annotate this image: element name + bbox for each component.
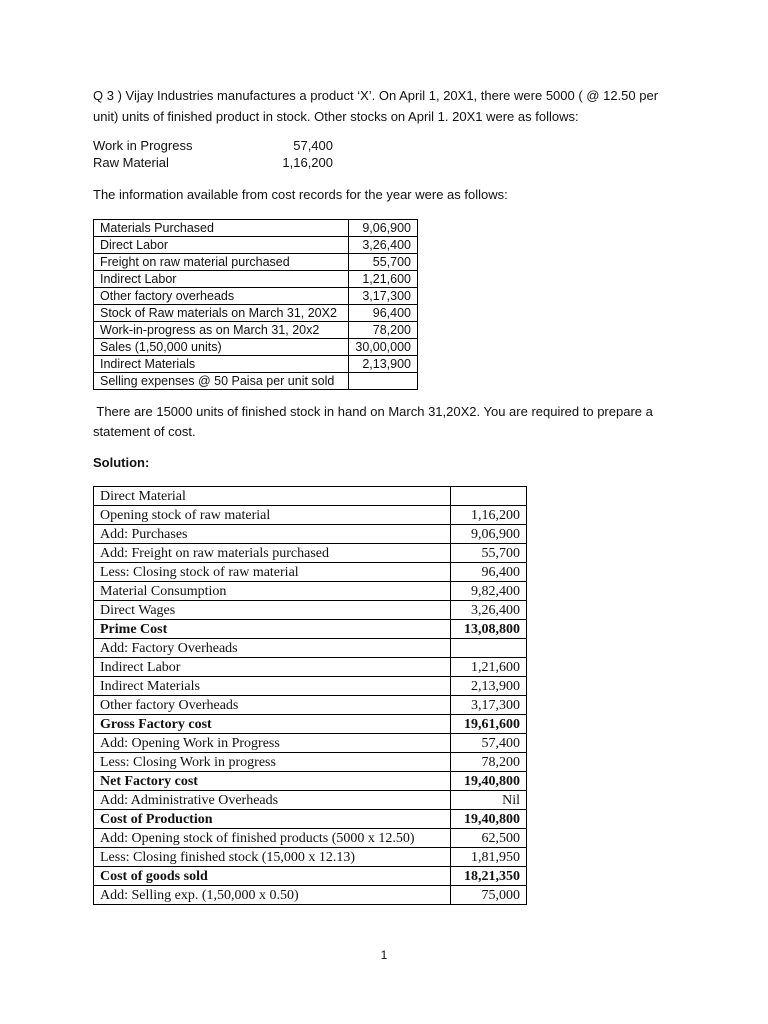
cost-record-row [94,305,418,322]
question-text [93,86,673,127]
cost-record-row [94,237,418,254]
row-label: Opening stock of raw material [94,506,451,525]
stock-label: Raw Material [93,155,169,170]
finished-stock-note [93,402,673,442]
cost-record-row [94,254,418,271]
stock-row-raw-material [93,154,353,171]
row-value: 78,200 [349,322,418,339]
row-value: 75,000 [451,886,527,905]
statement-row [94,696,527,715]
row-label: Add: Freight on raw materials purchased [94,544,451,563]
statement-row [94,639,527,658]
statement-row [94,658,527,677]
statement-row [94,886,527,905]
row-label: Add: Purchases [94,525,451,544]
row-label: Cost of goods sold [94,867,451,886]
row-value: 18,21,350 [451,867,527,886]
row-value: 3,17,300 [451,696,527,715]
statement-row [94,677,527,696]
row-value: 19,40,800 [451,810,527,829]
statement-row [94,525,527,544]
row-value: 1,16,200 [451,506,527,525]
row-label: Direct Wages [94,601,451,620]
statement-row [94,563,527,582]
statement-row [94,544,527,563]
row-value: 96,400 [451,563,527,582]
note-line-1: There are 15000 units of finished stock in hand on March 31,20X2. You are required to prepare a [93,404,653,419]
stock-value: 57,400 [293,138,333,153]
row-value: 30,00,000 [349,339,418,356]
row-value: 57,400 [451,734,527,753]
statement-row [94,734,527,753]
opening-stocks [93,137,353,171]
cost-record-row [94,288,418,305]
row-value: 9,06,900 [349,220,418,237]
cost-record-row [94,356,418,373]
cost-records-table [93,219,418,390]
cost-record-row [94,322,418,339]
row-value: 9,82,400 [451,582,527,601]
statement-row [94,848,527,867]
stock-row-wip [93,137,353,154]
page-number: 1 [380,948,388,962]
row-value [451,639,527,658]
statement-row [94,487,527,506]
stock-label: Work in Progress [93,138,193,153]
row-value: 55,700 [349,254,418,271]
row-label: Net Factory cost [94,772,451,791]
note-line-2: statement of cost. [93,424,196,439]
statement-row [94,620,527,639]
row-value [349,373,418,390]
row-value: 3,17,300 [349,288,418,305]
row-label: Prime Cost [94,620,451,639]
row-label: Cost of Production [94,810,451,829]
row-value: 2,13,900 [451,677,527,696]
row-label: Indirect Materials [94,356,349,373]
row-value: 96,400 [349,305,418,322]
row-value: 78,200 [451,753,527,772]
statement-row [94,601,527,620]
row-label: Direct Material [94,487,451,506]
row-label: Less: Closing Work in progress [94,753,451,772]
row-value: 62,500 [451,829,527,848]
row-value: 19,61,600 [451,715,527,734]
question-line-1: Q 3 ) Vijay Industries manufactures a product ‘X’. On April 1, 20X1, there were 5000 ( @ 12.50 per [93,88,659,103]
row-label: Stock of Raw materials on March 31, 20X2 [94,305,349,322]
statement-row [94,829,527,848]
row-value: 13,08,800 [451,620,527,639]
row-label: Direct Labor [94,237,349,254]
row-label: Add: Opening stock of finished products (5000 x 12.50) [94,829,451,848]
row-label: Other factory overheads [94,288,349,305]
stock-value: 1,16,200 [282,155,333,170]
row-label: Sales (1,50,000 units) [94,339,349,356]
row-label: Add: Administrative Overheads [94,791,451,810]
cost-record-row [94,271,418,288]
statement-row [94,506,527,525]
statement-row [94,772,527,791]
solution-heading: Solution: [93,455,150,470]
row-label: Material Consumption [94,582,451,601]
row-value [451,487,527,506]
row-label: Add: Opening Work in Progress [94,734,451,753]
row-label: Add: Factory Overheads [94,639,451,658]
statement-of-cost-table [93,486,527,905]
row-value: 1,21,600 [349,271,418,288]
statement-row [94,753,527,772]
row-label: Indirect Labor [94,271,349,288]
row-label: Indirect Labor [94,658,451,677]
row-value: 1,81,950 [451,848,527,867]
cost-record-row [94,220,418,237]
row-label: Materials Purchased [94,220,349,237]
statement-row [94,867,527,886]
row-value: Nil [451,791,527,810]
row-label: Freight on raw material purchased [94,254,349,271]
row-label: Less: Closing stock of raw material [94,563,451,582]
statement-row [94,791,527,810]
row-value: 9,06,900 [451,525,527,544]
question-line-2: unit) units of finished product in stock. Other stocks on April 1. 20X1 were as follows: [93,109,579,124]
cost-record-row [94,373,418,390]
statement-row [94,715,527,734]
row-label: Work-in-progress as on March 31, 20x2 [94,322,349,339]
cost-record-row [94,339,418,356]
row-value: 3,26,400 [451,601,527,620]
row-label: Gross Factory cost [94,715,451,734]
row-label: Other factory Overheads [94,696,451,715]
row-value: 2,13,900 [349,356,418,373]
statement-row [94,810,527,829]
row-value: 55,700 [451,544,527,563]
info-intro-text: The information available from cost records for the year were as follows: [93,187,508,202]
statement-row [94,582,527,601]
row-label: Add: Selling exp. (1,50,000 x 0.50) [94,886,451,905]
row-value: 3,26,400 [349,237,418,254]
row-value: 19,40,800 [451,772,527,791]
row-label: Indirect Materials [94,677,451,696]
row-label: Less: Closing finished stock (15,000 x 12.13) [94,848,451,867]
row-value: 1,21,600 [451,658,527,677]
row-label: Selling expenses @ 50 Paisa per unit sold [94,373,349,390]
